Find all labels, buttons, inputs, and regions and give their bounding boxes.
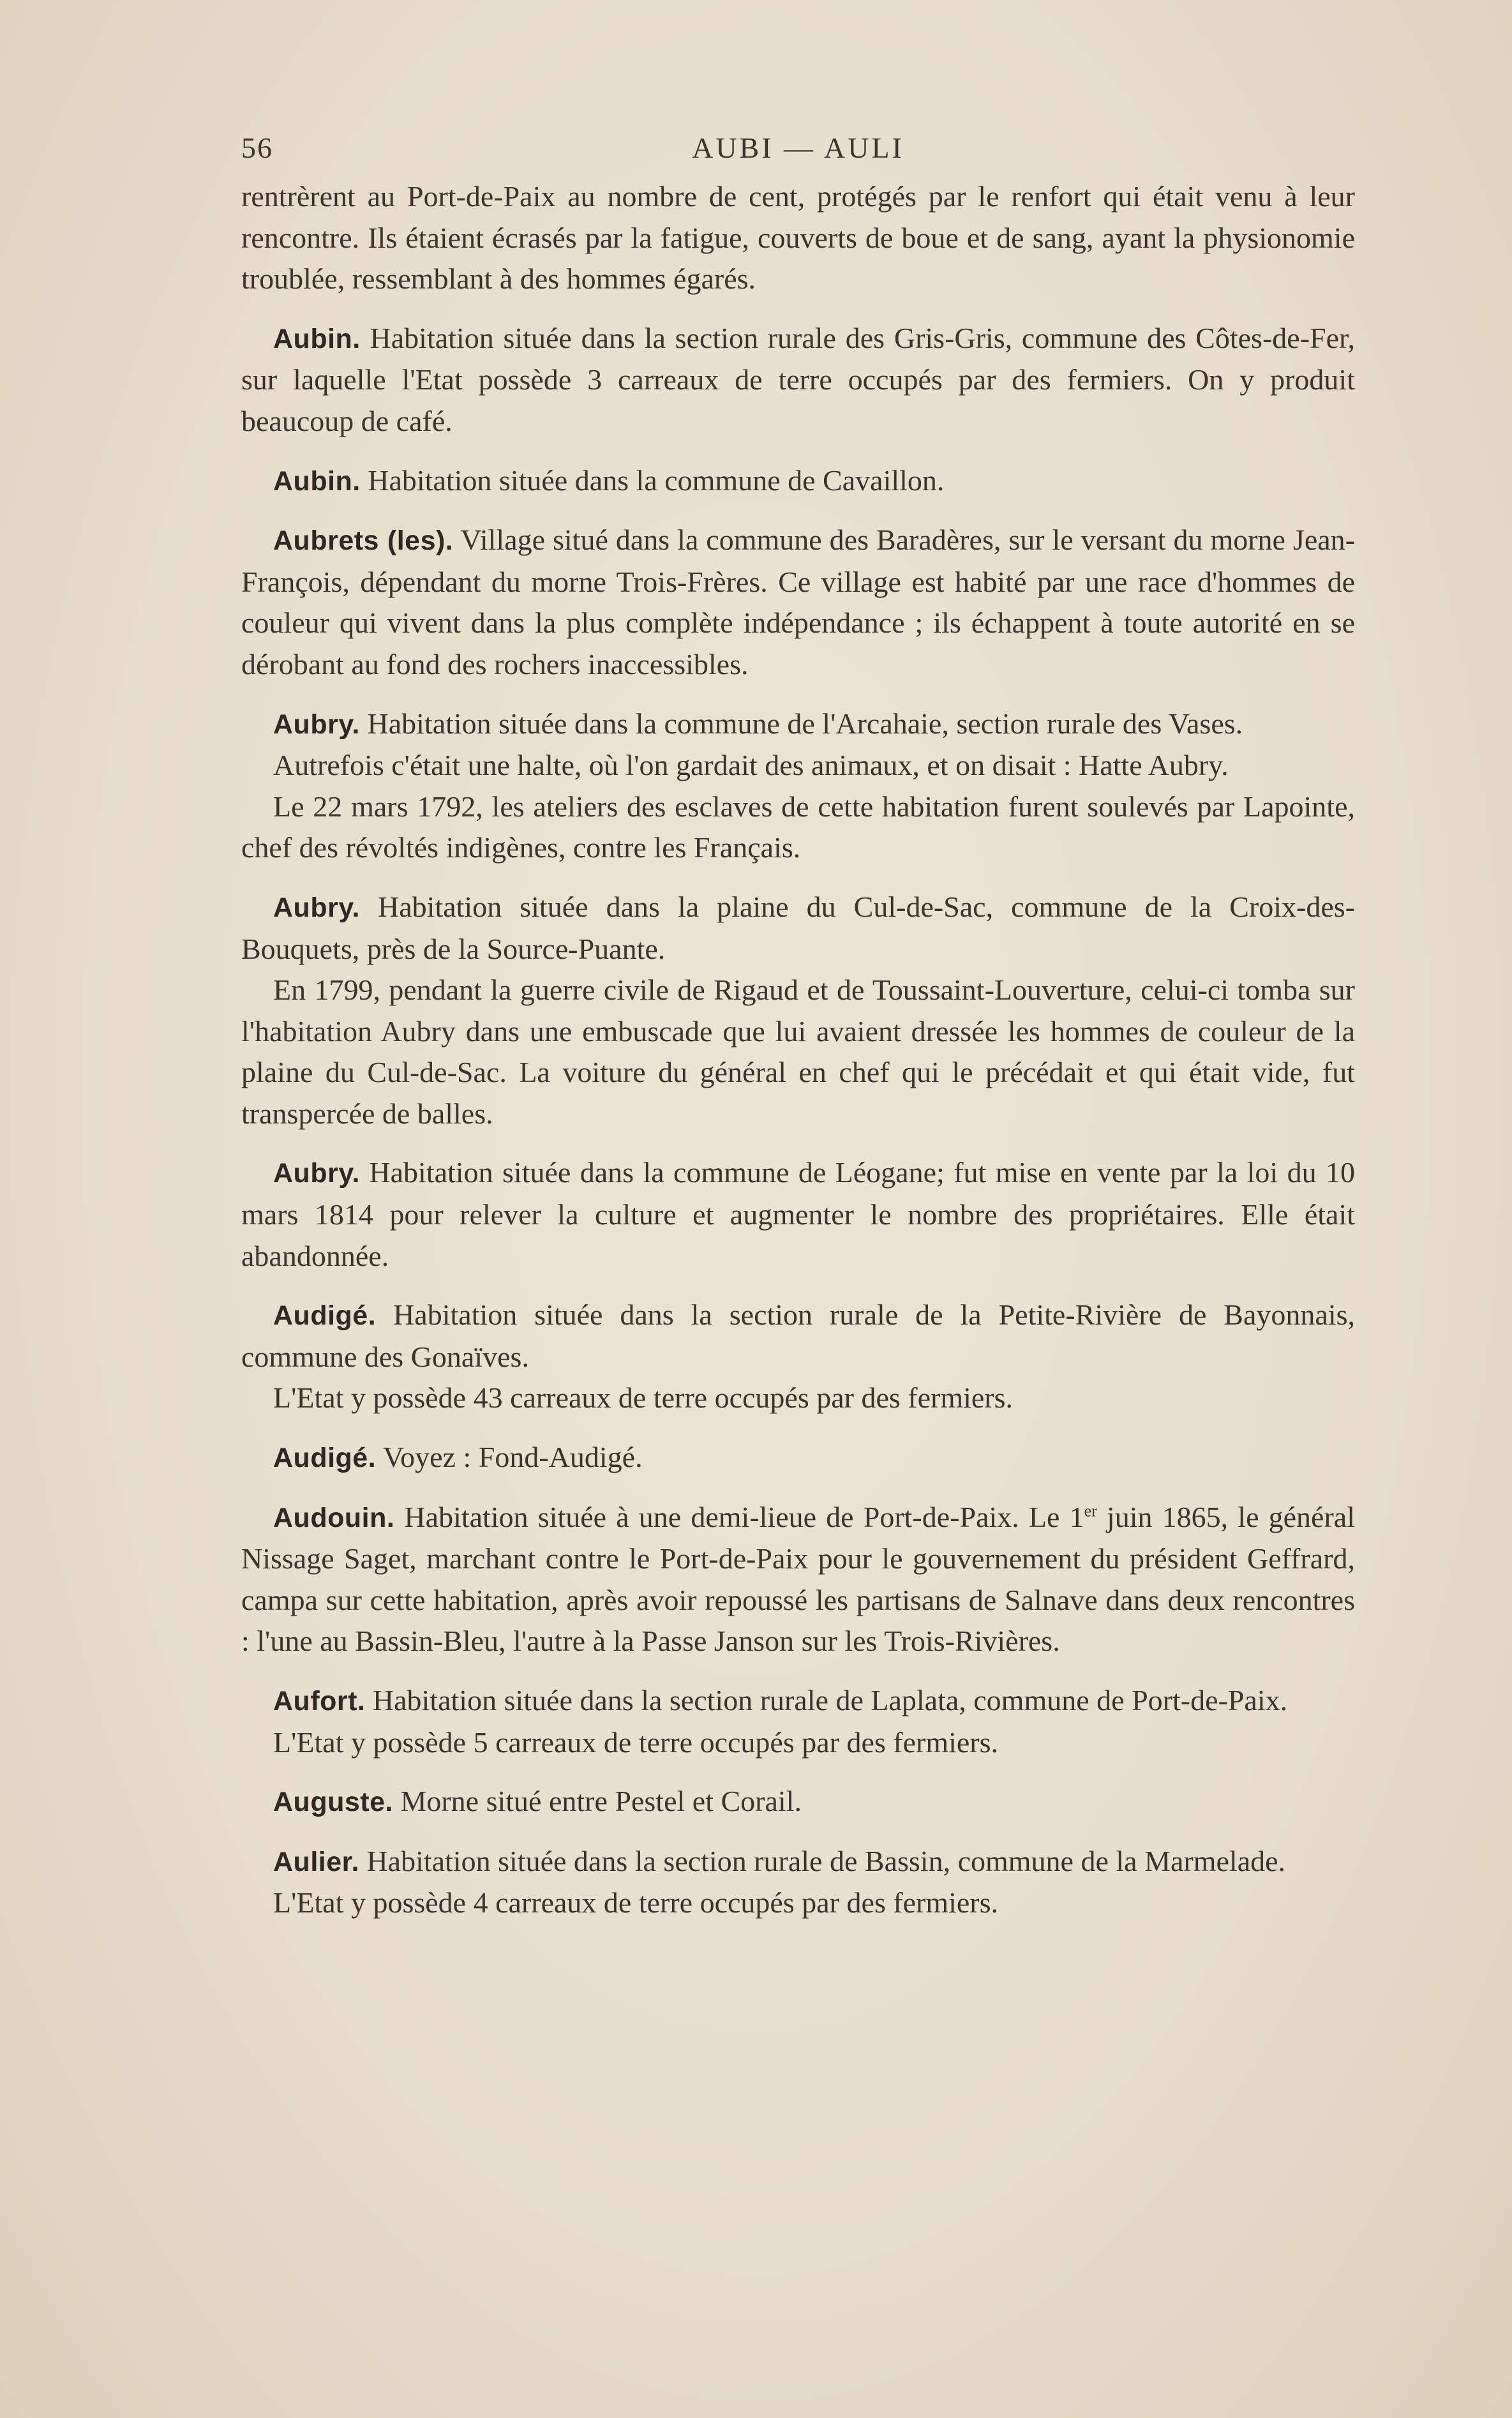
headword: Audigé. [273, 1443, 377, 1474]
headword: Aubry. [273, 709, 360, 740]
entry-text: L'Etat y possède 43 carreaux de terre occupés par des fermiers. [273, 1381, 1014, 1415]
entry-aubry-1 [241, 703, 1355, 746]
headword: Aufort. [273, 1686, 366, 1716]
entry-continuation [241, 970, 1355, 1134]
entry-aufort [241, 1680, 1355, 1722]
entry-text: Autrefois c'était une halte, où l'on gardait des animaux, et on disait : Hatte Aubry. [273, 749, 1229, 782]
entry-text: L'Etat y possède 4 carreaux de terre occupés par des fermiers. [273, 1886, 999, 1919]
entry-aubin-2 [241, 460, 1355, 502]
entry-text: Le 22 mars 1792, les ateliers des esclaves de cette habitation furent soulevés par Lapointe, chef des révoltés indigènes, contre les Français. [241, 790, 1355, 864]
entry-text: Habitation située dans la section rurale de Laplata, commune de Port-de-Paix. [365, 1684, 1288, 1716]
headword: Auguste. [273, 1787, 393, 1818]
entry-text: juin 1865, le général Nissage Saget, marchant contre le Port-de-Paix pour le gouvernement du président Geffrard, campa sur cette habitation, après avoir repoussé les partisans de Salnave dans deux rencontres : l'une au Bassin-Bleu, l'autre à la Passe Janson sur les Trois-Rivières. [241, 1500, 1355, 1658]
entry-audige-2 [241, 1437, 1355, 1479]
headword: Aubry. [273, 1158, 360, 1189]
headword: Aulier. [273, 1846, 359, 1877]
paragraph-continuation [241, 176, 1355, 300]
page-text [241, 128, 1355, 1924]
entry-aubry-2 [241, 887, 1355, 970]
entry-text: Habitation située dans la commune de Cavaillon. [360, 463, 945, 497]
entry-continuation [241, 745, 1355, 786]
headword: Aubry. [273, 892, 360, 923]
superscript: er [1084, 1501, 1097, 1521]
headword: Aubrets (les). [273, 525, 454, 557]
entry-text: Voyez : Fond-Audigé. [376, 1441, 643, 1474]
entry-text: Habitation située dans la section rurale de Bassin, commune de la Marmelade. [359, 1844, 1286, 1877]
entry-continuation [241, 1882, 1355, 1924]
entry-text: Village situé dans la commune des Baradères, sur le versant du morne Jean-François, dépendant du morne Trois-Frères. Ce village est habité par une race d'hommes de couleur qui vivent dans la plus complète indépendance ; ils échappent à toute autorité en se dérobant au fond des rochers inaccessibles. [241, 523, 1355, 680]
entry-continuation [241, 786, 1355, 869]
headword: Audouin. [273, 1502, 395, 1533]
running-title: AUBI — AULI [692, 131, 904, 164]
entry-aulier [241, 1841, 1355, 1883]
entry-continuation [241, 1722, 1355, 1764]
paragraph-text: rentrèrent au Port-de-Paix au nombre de cent, protégés par le renfort qui était venu à leur rencontre. Ils étaient écrasés par la fatigue, couverts de boue et de sang, ayant la physionomie troublée, ressemblant à des hommes égarés. [241, 180, 1355, 296]
entry-continuation [241, 1378, 1355, 1419]
entry-aubrets [241, 520, 1355, 685]
entry-text: L'Etat y possède 5 carreaux de terre occupés par des fermiers. [273, 1725, 999, 1759]
entry-text: En 1799, pendant la guerre civile de Rigaud et de Toussaint-Louverture, celui-ci tomba sur l'habitation Aubry dans une embuscade que lui avaient dressée les hommes de couleur de la plaine du Cul-de-Sac. La voiture du général en chef qui le précédait et qui était vide, fut transpercée de balles. [241, 973, 1355, 1130]
entry-aubry-3 [241, 1152, 1355, 1277]
entry-text: Habitation située dans la plaine du Cul-de-Sac, commune de la Croix-des-Bouquets, près de la Source-Puante. [241, 890, 1355, 965]
headword: Aubin. [273, 465, 361, 497]
entry-auguste [241, 1781, 1355, 1823]
page-header [241, 128, 1355, 172]
entry-aubin-1 [241, 318, 1355, 442]
entry-text: Morne situé entre Pestel et Corail. [393, 1785, 802, 1818]
entry-text: Habitation située à une demi-lieue de Port-de-Paix. Le 1 [394, 1500, 1084, 1533]
headword: Audigé. [273, 1300, 377, 1332]
entry-audige-1 [241, 1295, 1355, 1378]
entry-text: Habitation située dans la commune de l'Arcahaie, section rurale des Vases. [360, 707, 1243, 740]
headword: Aubin. [273, 323, 361, 354]
entry-text: Habitation située dans la section rurale de la Petite-Rivière de Bayonnais, commune des Gonaïves. [241, 1298, 1355, 1373]
page-number: 56 [241, 131, 273, 164]
entry-text: Habitation située dans la section rurale des Gris-Gris, commune des Côtes-de-Fer, sur laquelle l'Etat possède 3 carreaux de terre occupés par des fermiers. On y produit beaucoup de café. [241, 321, 1355, 437]
entry-text: Habitation située dans la commune de Léogane; fut mise en vente par la loi du 10 mars 1814 pour relever la culture et augmenter le nombre des propriétaires. Elle était abandonnée. [241, 1156, 1355, 1272]
entry-audouin [241, 1497, 1355, 1662]
